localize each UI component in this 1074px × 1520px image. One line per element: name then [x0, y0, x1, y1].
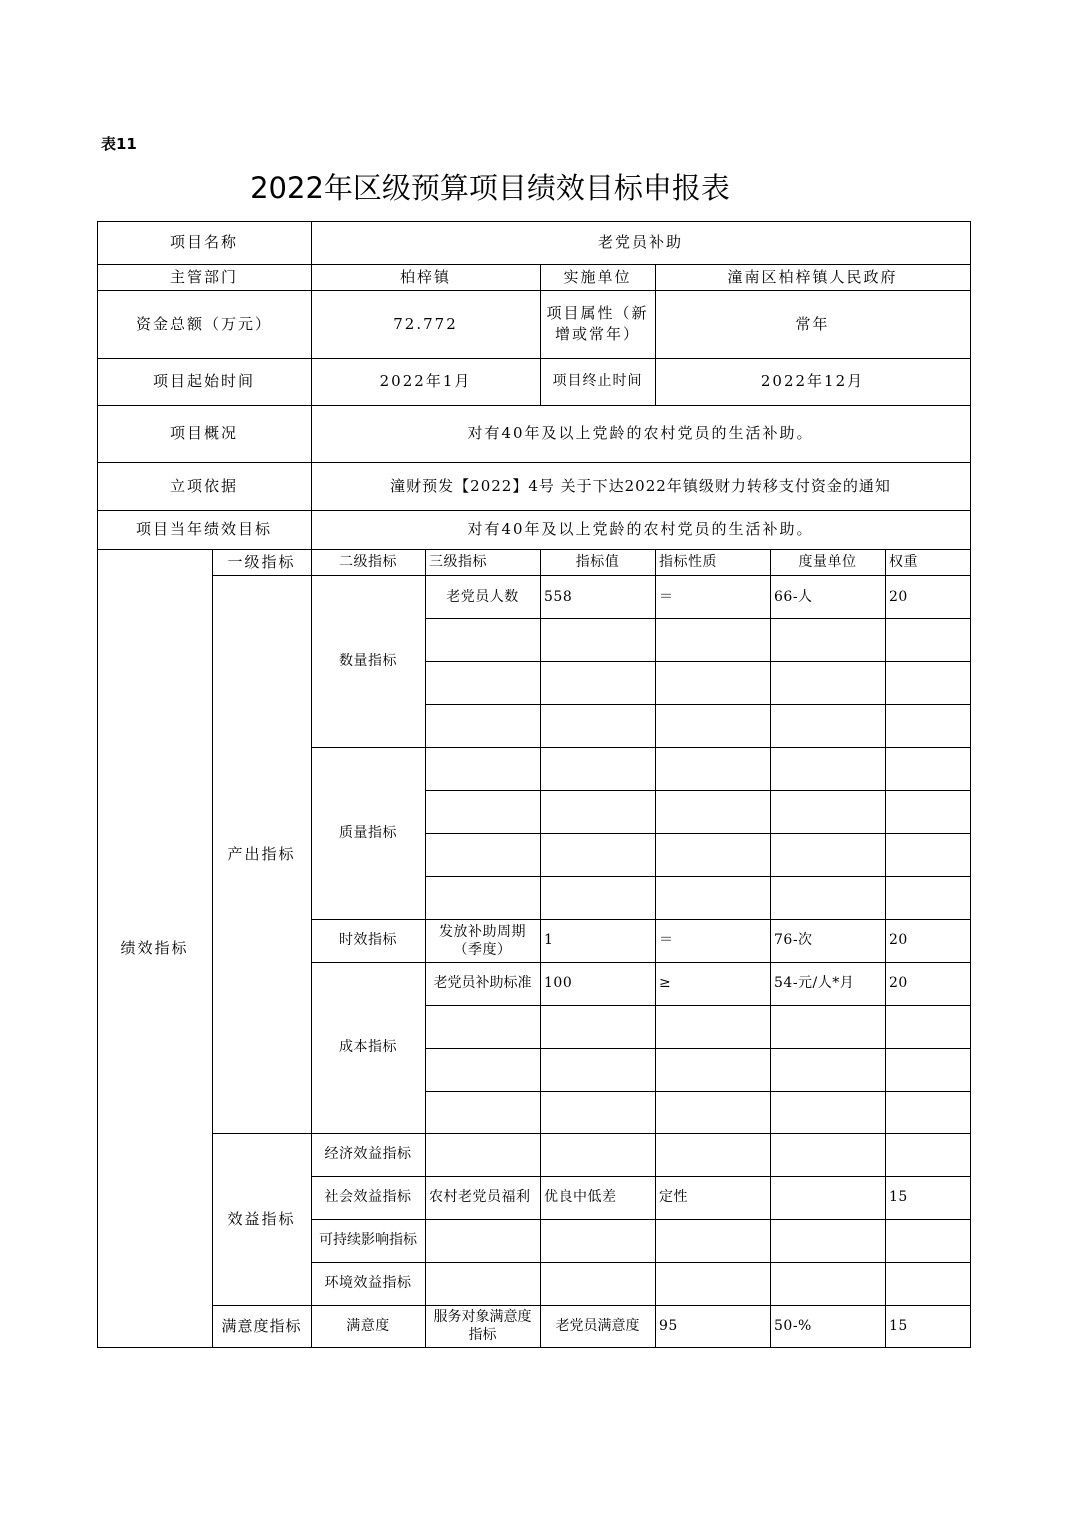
grid-line-horizontal	[425, 704, 971, 705]
quantity-level3: 老党员人数	[446, 589, 519, 605]
impl-label: 实施单位	[563, 267, 632, 286]
cost-indicator-label: 成本指标	[339, 1039, 397, 1055]
grid-line-horizontal	[97, 1347, 971, 1348]
cost-nature: ≥	[659, 975, 672, 991]
header-weight: 权重	[889, 553, 918, 570]
indicators-section-label: 绩效指标	[120, 938, 189, 957]
header-level2: 二级指标	[339, 553, 397, 570]
benefit-indicator-label: 效益指标	[227, 1209, 296, 1228]
satisfaction-level3: 服务对象满意度指标	[433, 1309, 532, 1343]
overview-label: 项目概况	[169, 424, 238, 442]
social-indicator-label: 社会效益指标	[324, 1189, 412, 1205]
sustain-indicator-label: 可持续影响指标	[319, 1232, 417, 1248]
table-number: 表11	[101, 135, 137, 153]
fund-label: 资金总额（万元）	[135, 314, 272, 333]
header-unit: 度量单位	[798, 553, 857, 570]
cost-value: 100	[544, 975, 573, 991]
grid-line-horizontal	[425, 1091, 971, 1092]
grid-line-horizontal	[425, 661, 971, 662]
overview-value: 对有40年及以上党龄的农村党员的生活补助。	[467, 424, 814, 442]
quantity-unit: 66-人	[774, 589, 813, 605]
social-unit	[770, 1176, 885, 1219]
start-label: 项目起始时间	[152, 372, 255, 390]
quality-indicator-label: 质量指标	[339, 824, 397, 841]
header-level3: 三级指标	[429, 553, 487, 570]
project-name-label: 项目名称	[169, 233, 238, 251]
performance-table	[97, 221, 970, 1347]
start-value: 2022年1月	[379, 372, 472, 390]
grid-line-horizontal	[425, 876, 971, 877]
timeliness-value: 1	[544, 932, 554, 948]
satisfaction-level2: 满意度	[346, 1317, 390, 1334]
grid-line-horizontal	[425, 1048, 971, 1049]
economic-indicator-label: 经济效益指标	[324, 1146, 412, 1162]
grid-line-horizontal	[425, 1005, 971, 1006]
quantity-indicator-label: 数量指标	[339, 652, 397, 669]
quantity-weight: 20	[889, 589, 908, 605]
output-indicator-label: 产出指标	[227, 844, 296, 863]
social-weight: 15	[889, 1189, 908, 1205]
header-level1: 一级指标	[227, 552, 296, 571]
timeliness-indicator-label: 时效指标	[339, 932, 397, 948]
grid-line-vertical	[970, 221, 971, 1348]
cost-unit: 54-元/人*月	[774, 975, 855, 991]
social-level3: 农村老党员福利	[429, 1189, 531, 1205]
goal-label: 项目当年绩效目标	[135, 520, 272, 538]
basis-label: 立项依据	[169, 476, 238, 495]
impl-value: 潼南区柏梓镇人民政府	[727, 267, 898, 286]
document-title: 2022年区级预算项目绩效目标申报表	[250, 171, 730, 205]
header-value: 指标值	[575, 553, 620, 570]
fund-value: 72.772	[393, 314, 458, 333]
timeliness-unit: 76-次	[774, 932, 813, 948]
satisfaction-indicator-label: 满意度指标	[221, 1316, 302, 1335]
basis-value: 潼财预发【2022】4号 关于下达2022年镇级财力转移支付资金的通知	[390, 476, 891, 495]
social-nature: 定性	[659, 1189, 688, 1205]
timeliness-weight: 20	[889, 932, 908, 948]
project-name-value: 老党员补助	[597, 233, 683, 251]
grid-line-horizontal	[425, 618, 971, 619]
end-value: 2022年12月	[760, 372, 865, 390]
cost-level3: 老党员补助标准	[433, 975, 532, 991]
satisfaction-nature: 95	[659, 1317, 678, 1334]
grid-line-horizontal	[425, 833, 971, 834]
grid-line-horizontal	[425, 790, 971, 791]
attr-value: 常年	[795, 314, 830, 333]
satisfaction-unit: 50-%	[774, 1317, 812, 1334]
social-value: 优良中低差	[544, 1189, 617, 1205]
attr-label: 项目属性（新增或常年）	[546, 304, 649, 343]
environment-indicator-label: 环境效益指标	[324, 1275, 412, 1291]
cost-weight: 20	[889, 975, 908, 991]
quantity-value: 558	[544, 589, 573, 605]
dept-value: 柏梓镇	[399, 267, 451, 286]
satisfaction-value: 老党员满意度	[555, 1317, 640, 1334]
satisfaction-weight: 15	[889, 1317, 908, 1334]
timeliness-level3: 发放补助周期（季度）	[439, 923, 526, 958]
timeliness-nature: ＝	[659, 932, 674, 948]
quantity-nature: ＝	[659, 589, 674, 605]
header-nature: 指标性质	[659, 553, 717, 570]
goal-value: 对有40年及以上党龄的农村党员的生活补助。	[467, 520, 814, 538]
dept-label: 主管部门	[169, 267, 238, 286]
end-label: 项目终止时间	[552, 373, 643, 389]
